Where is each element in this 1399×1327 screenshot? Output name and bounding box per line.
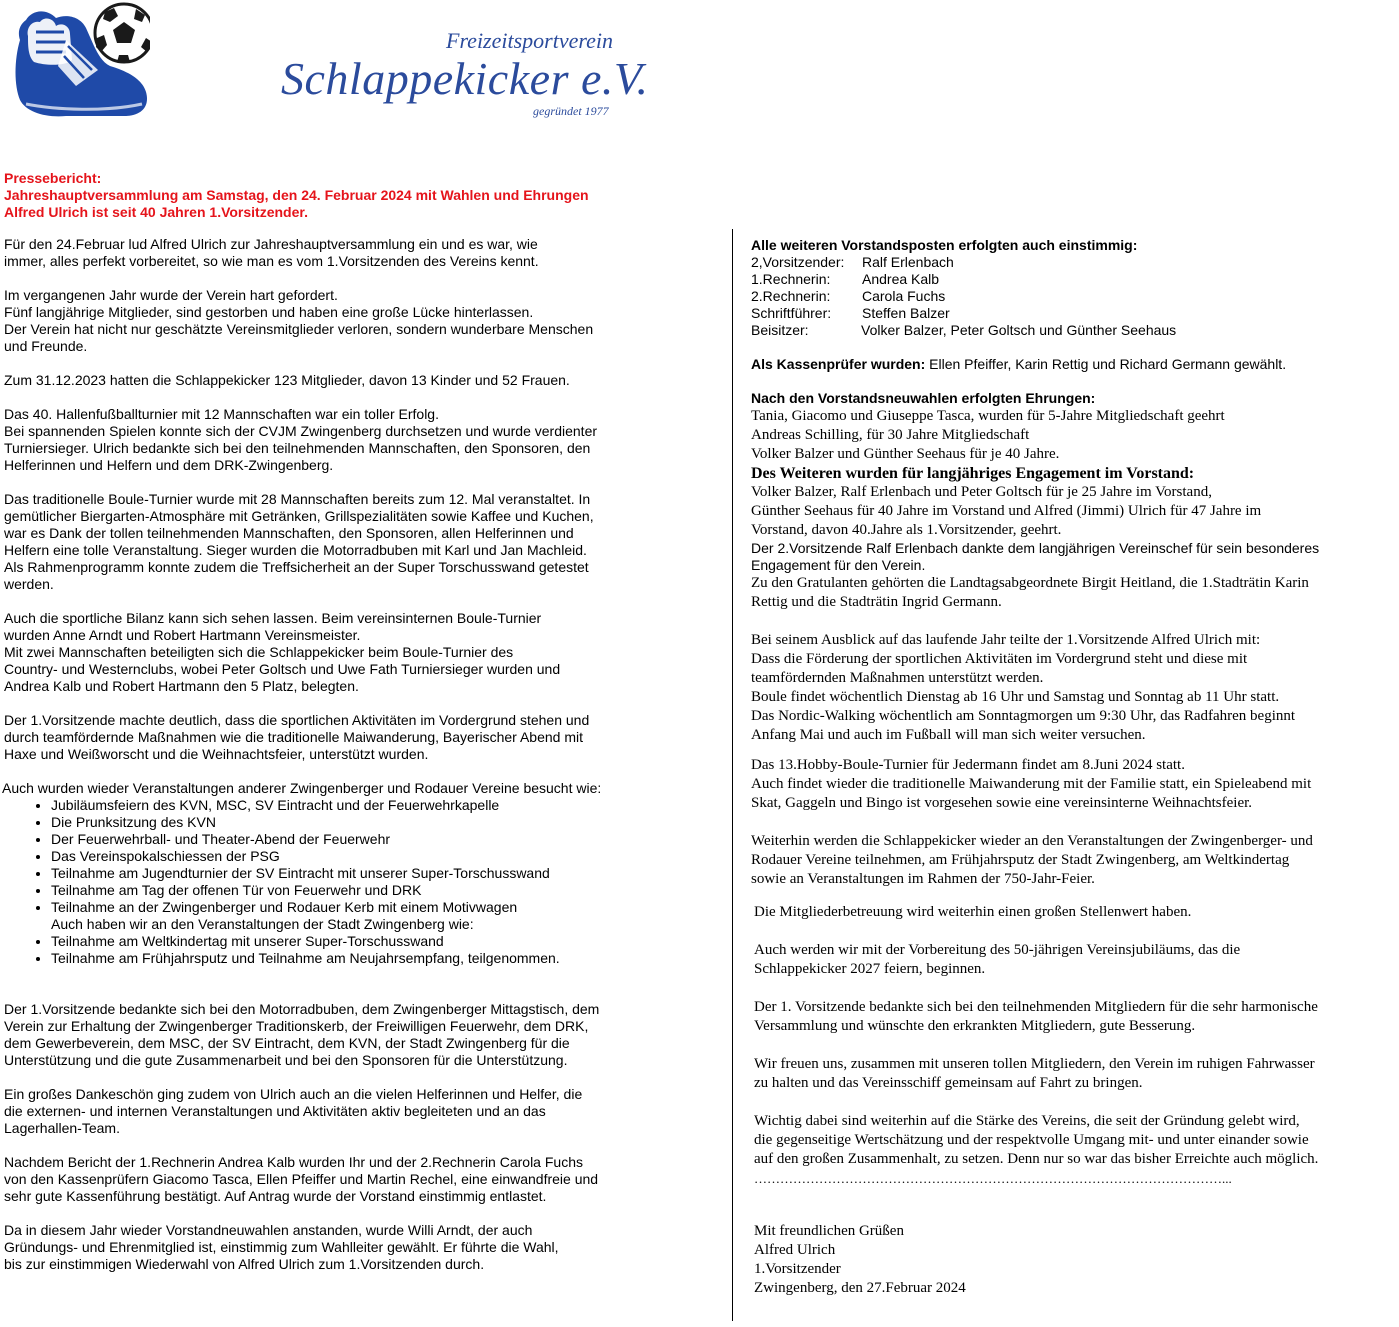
list-item: • Die Prunksitzung des KVN	[51, 814, 644, 831]
text-line: Der 2.Vorsitzende Ralf Erlenbach dankte dem langjährigen Vereinschef für sein besonderes	[751, 540, 1320, 556]
dotted-separator: ………………………………………………………………………………………………...	[754, 1171, 1232, 1186]
text-line: Das traditionelle Boule-Turnier wurde mit 28 Mannschaften bereits zum 12. Mal veranstaltet. In	[4, 491, 591, 507]
text-line: durch teamfördernde Maßnahmen wie die traditionelle Maiwanderung, Bayerischer Abend mit	[4, 729, 583, 745]
board-row	[751, 271, 1391, 288]
text-line: Bei seinem Ausblick auf das laufende Jahr teilte der 1.Vorsitzende Alfred Ulrich mit:	[751, 632, 1261, 648]
board-role: 1.Rechnerin:	[751, 271, 831, 287]
list-item: • Teilnahme am Tag der offenen Tür von Feuerwehr und DRK	[51, 882, 644, 899]
board-member: Steffen Balzer	[862, 305, 950, 321]
text-line: Wichtig dabei sind weiterhin auf die Stärke des Vereins, die seit der Gründung gelebt wird,	[754, 1113, 1300, 1129]
events-city-list	[4, 933, 644, 967]
text-line: Ein großes Dankeschön ging zudem von Ulrich auch an die vielen Helferinnen und Helfer, die	[4, 1086, 583, 1102]
text-line: Mit zwei Mannschaften beteiligten sich die Schlappekicker beim Boule-Turnier des	[4, 644, 514, 660]
text-line: Auch die sportliche Bilanz kann sich sehen lassen. Beim vereinsinternen Boule-Turnier	[4, 610, 542, 626]
list-item: • Teilnahme am Jugendturnier der SV Eintracht mit unserer Super-Torschusswand	[51, 865, 644, 882]
text-line: Verein zur Erhaltung der Zwingenberger Traditionskerb, der Freiwilligen Feuerwehr, dem DRK,	[4, 1018, 589, 1034]
text-line: Rettig und die Stadträtin Ingrid Germann.	[751, 594, 1002, 610]
text-line: Dass die Förderung der sportlichen Aktivitäten im Vordergrund steht und diese mit	[751, 651, 1248, 667]
text-line: Versammlung und wünschte den erkrankten Mitgliedern, gute Besserung.	[754, 1018, 1196, 1034]
text-line: Unterstützung und die gute Zusammenarbeit und bei den Sponsoren für die Unterstützung.	[4, 1052, 568, 1068]
text-line: Auch findet wieder die traditionelle Maiwanderung mit der Familie statt, ein Spieleabend mit	[751, 776, 1312, 792]
text-line: auf den großen Zusammenhalt, zu setzen. Denn nur so war das bisher Erreichte auch möglich.	[754, 1151, 1319, 1167]
paragraph-thanks-helpers	[4, 1086, 644, 1137]
board-row	[751, 322, 1391, 339]
board-member: Andrea Kalb	[862, 271, 940, 287]
text-line: Engagement für den Verein.	[751, 557, 926, 573]
text-line: Turniersieger. Ulrich bedankte sich bei den teilnehmenden Mannschaften, den Sponsoren, den	[4, 440, 591, 456]
column-divider	[732, 229, 733, 1321]
text-line: teamfördernden Maßnahmen unterstützt werden.	[751, 670, 1044, 686]
board-role: 2.Rechnerin:	[751, 288, 831, 304]
text-line: Skat, Gaggeln und Bingo ist vorgesehen sowie eine vereinsinterne Weihnachtsfeier.	[751, 795, 1253, 811]
text-line: Helferinnen und Helfern und dem DRK-Zwingenberg.	[4, 457, 334, 473]
paragraph-indoor-tournament	[4, 406, 644, 474]
paragraph-treasury	[4, 1154, 644, 1205]
board-row	[751, 288, 1391, 305]
signature-name: Alfred Ulrich	[754, 1242, 836, 1258]
board-member: Carola Fuchs	[862, 288, 946, 304]
text-line: wurden Anne Arndt und Robert Hartmann Vereinsmeister.	[4, 627, 361, 643]
text-line: von den Kassenprüfern Giacomo Tasca, Ellen Pfeiffer und Martin Rechel, eine einwandfreie und	[4, 1171, 599, 1187]
text-line: sowie an Veranstaltungen im Rahmen der 750-Jahr-Feier.	[751, 871, 1095, 887]
press-headline	[4, 170, 704, 221]
text-line: Zum 31.12.2023 hatten die Schlappekicker 123 Mitglieder, davon 13 Kinder und 52 Frauen.	[4, 372, 570, 388]
text-line: Das 40. Hallenfußballturnier mit 12 Mannschaften war ein toller Erfolg.	[4, 406, 439, 422]
text-line: sehr gute Kassenführung bestätigt. Auf Antrag wurde der Vorstand einstimmig entlastet.	[4, 1188, 547, 1204]
text-line: Für den 24.Februar lud Alfred Ulrich zur Jahreshauptversammlung ein und es war, wie	[4, 236, 538, 252]
paragraph-members	[4, 372, 644, 389]
text-line: Gründungs- und Ehrenmitglied ist, einstimmig zum Wahlleiter gewählt. Er führte die Wahl,	[4, 1239, 559, 1255]
text-line: Helfern eine tolle Veranstaltung. Sieger wurden die Motorradbuben mit Karl und Jan Machleid.	[4, 542, 587, 558]
text-line: Der 1. Vorsitzende bedankte sich bei den teilnehmenden Mitgliedern für die sehr harmonische	[754, 999, 1318, 1015]
press-title: Jahreshauptversammlung am Samstag, den 24. Februar 2024 mit Wahlen und Ehrungen	[4, 187, 589, 203]
text-line: war es Dank der tollen teilnehmenden Mannschaften, den Sponsoren, allen Helferinnen und	[4, 525, 574, 541]
text-line: Haxe und Weißworscht und die Weihnachtsfeier, unterstützt wurden.	[4, 746, 429, 762]
events-city-intro: Auch haben wir an den Veranstaltungen der Stadt Zwingenberg wie:	[51, 916, 474, 932]
board-row	[751, 305, 1391, 322]
list-item: • Jubiläumsfeiern des KVN, MSC, SV Eintracht und der Feuerwehrkapelle	[51, 797, 644, 814]
honors-heading: Nach den Vorstandsneuwahlen erfolgten Ehrungen:	[751, 390, 1096, 406]
paragraph-activities	[4, 712, 644, 763]
list-item: • Das Vereinspokalschiessen der PSG	[51, 848, 644, 865]
press-subtitle: Alfred Ulrich ist seit 40 Jahren 1.Vorsitzender.	[4, 204, 308, 220]
paragraph-elections	[4, 1222, 644, 1273]
club-logo	[6, 0, 150, 122]
text-line: Bei spannenden Spielen konnte sich der CVJM Zwingenberg durchsetzen und wurde verdienter	[4, 423, 598, 439]
list-item: • Der Feuerwehrball- und Theater-Abend der Feuerwehr	[51, 831, 644, 848]
auditors-line	[751, 356, 1391, 373]
events-intro: Auch wurden wieder Veranstaltungen anderer Zwingenberger und Rodauer Vereine besucht wie:	[2, 780, 602, 796]
paragraph-thanks-partners	[4, 1001, 644, 1069]
board-heading: Alle weiteren Vorstandsposten erfolgten auch einstimmig:	[751, 237, 1138, 253]
text-line: Weiterhin werden die Schlappekicker wieder an den Veranstaltungen der Zwingenberger- und	[751, 833, 1313, 849]
auditors-text: Ellen Pfeiffer, Karin Rettig und Richard Germann gewählt.	[925, 356, 1287, 372]
text-line: Auch werden wir mit der Vorbereitung des 50-jährigen Vereinsjubiläums, das die	[754, 942, 1241, 958]
board-role: 2,Vorsitzender:	[751, 254, 845, 270]
text-line: Anfang Mai und auch im Fußball will man sich weiter versuchen.	[751, 727, 1146, 743]
text-line: Andreas Schilling, für 30 Jahre Mitgliedschaft	[751, 427, 1030, 443]
events-list	[4, 797, 644, 916]
text-line: dem Gewerbeverein, dem MSC, der SV Eintracht, dem KVN, der Stadt Zwingenberg für die	[4, 1035, 570, 1051]
text-line: Nachdem Bericht der 1.Rechnerin Andrea Kalb wurden Ihr und der 2.Rechnerin Carola Fuchs	[4, 1154, 583, 1170]
text-line: Rodauer Vereine teilnehmen, am Frühjahrsputz der Stadt Zwingenberg, am Weltkindertag	[751, 852, 1290, 868]
text-line: Tania, Giacomo und Giuseppe Tasca, wurden für 5-Jahre Mitgliedschaft geehrt	[751, 408, 1225, 424]
text-line: gemütlicher Biergarten-Atmosphäre mit Getränken, Grillspezialitäten sowie Kaffee und Kuchen,	[4, 508, 594, 524]
list-item: • Teilnahme am Weltkindertag mit unserer Super-Torschusswand	[51, 933, 644, 950]
paragraph-sports-results	[4, 610, 644, 695]
text-line: Volker Balzer, Ralf Erlenbach und Peter Goltsch für je 25 Jahre im Vorstand,	[751, 484, 1212, 500]
text-line: Als Rahmenprogramm konnte zudem die Treffsicherheit an der Super Torschusswand getestet	[4, 559, 589, 575]
auditors-label: Als Kassenprüfer wurden:	[751, 356, 926, 372]
text-line: Das Nordic-Walking wöchentlich am Sonntagmorgen um 9:30 Uhr, das Radfahren beginnt	[751, 708, 1296, 724]
list-item: • Teilnahme an der Zwingenberger und Rodauer Kerb mit einem Motivwagen	[51, 899, 644, 916]
text-line: Wir freuen uns, zusammen mit unseren tollen Mitgliedern, den Verein im ruhigen Fahrwasser	[754, 1056, 1315, 1072]
board-member: Ralf Erlenbach	[862, 254, 954, 270]
brand-founded: gegründet 1977	[533, 104, 609, 118]
signature-place-date: Zwingenberg, den 27.Februar 2024	[754, 1280, 966, 1296]
text-line: werden.	[4, 576, 54, 592]
text-line: zu halten und das Vereinsschiff gemeinsam auf Fahrt zu bringen.	[754, 1075, 1143, 1091]
text-line: Volker Balzer und Günther Seehaus für je 40 Jahre.	[751, 446, 1060, 462]
text-line: Die Mitgliederbetreuung wird weiterhin einen großen Stellenwert haben.	[754, 904, 1192, 920]
text-line: Günther Seehaus für 40 Jahre im Vorstand und Alfred (Jimmi) Ulrich für 47 Jahre im	[751, 503, 1262, 519]
paragraph-deaths	[4, 287, 644, 355]
text-line: Vorstand, davon 40.Jahre als 1.Vorsitzender, geehrt.	[751, 522, 1062, 538]
closing-greeting: Mit freundlichen Grüßen	[754, 1223, 904, 1239]
paragraph-invitation	[4, 236, 644, 270]
board-honors-heading: Des Weiteren wurden für langjähriges Engagement im Vorstand:	[751, 465, 1195, 482]
text-line: bis zur einstimmigen Wiederwahl von Alfred Ulrich zum 1.Vorsitzenden durch.	[4, 1256, 485, 1272]
text-line: Boule findet wöchentlich Dienstag ab 16 Uhr und Samstag und Sonntag ab 11 Uhr statt.	[751, 689, 1280, 705]
brand-subtitle: Freizeitsportverein	[446, 28, 613, 53]
text-line: die externen- und internen Veranstaltungen und Aktivitäten aktiv begleiteten und an das	[4, 1103, 546, 1119]
list-item: • Teilnahme am Frühjahrsputz und Teilnahme am Neujahrsempfang, teilgenommen.	[51, 950, 644, 967]
text-line: Fünf langjährige Mitglieder, sind gestorben und haben eine große Lücke hinterlassen.	[4, 304, 534, 320]
text-line: Zu den Gratulanten gehörten die Landtagsabgeordnete Birgit Heitland, die 1.Stadträtin Karin	[751, 575, 1309, 591]
text-line: und Freunde.	[4, 338, 88, 354]
text-line: Schlappekicker 2027 feiern, beginnen.	[754, 961, 986, 977]
signature-role: 1.Vorsitzender	[754, 1261, 841, 1277]
board-row	[751, 254, 1391, 271]
brand-name: Schlappekicker e.V.	[281, 53, 649, 104]
text-line: Andrea Kalb und Robert Hartmann den 5 Platz, belegten.	[4, 678, 359, 694]
board-role: Schriftführer:	[751, 305, 832, 321]
right-column	[751, 237, 1391, 1298]
text-line: Da in diesem Jahr wieder Vorstandneuwahlen anstanden, wurde Willi Arndt, der auch	[4, 1222, 533, 1238]
board-member: Volker Balzer, Peter Goltsch und Günther Seehaus	[861, 322, 1177, 338]
text-line: Das 13.Hobby-Boule-Turnier für Jedermann findet am 8.Juni 2024 statt.	[751, 757, 1185, 773]
text-line: Der Verein hat nicht nur geschätzte Vereinsmitglieder verloren, sondern wunderbare Menschen	[4, 321, 594, 337]
paragraph-boule-tournament	[4, 491, 644, 593]
text-line: immer, alles perfekt vorbereitet, so wie man es vom 1.Vorsitzenden des Vereins kennt.	[4, 253, 539, 269]
board-role: Beisitzer:	[751, 322, 809, 338]
text-line: Der 1.Vorsitzende machte deutlich, dass die sportlichen Aktivitäten im Vordergrund stehen und	[4, 712, 590, 728]
left-column	[4, 236, 644, 1273]
text-line: die gegenseitige Wertschätzung und der respektvolle Umgang mit- und unter einander sowie	[754, 1132, 1309, 1148]
text-line: Lagerhallen-Team.	[4, 1120, 120, 1136]
text-line: Der 1.Vorsitzende bedankte sich bei den Motorradbuben, dem Zwingenberger Mittagstisch, dem	[4, 1001, 600, 1017]
text-line: Country- und Westernclubs, wobei Peter Goltsch und Uwe Fath Turniersieger wurden und	[4, 661, 561, 677]
text-line: Im vergangenen Jahr wurde der Verein hart gefordert.	[4, 287, 338, 303]
press-label: Pressebericht:	[4, 170, 102, 186]
